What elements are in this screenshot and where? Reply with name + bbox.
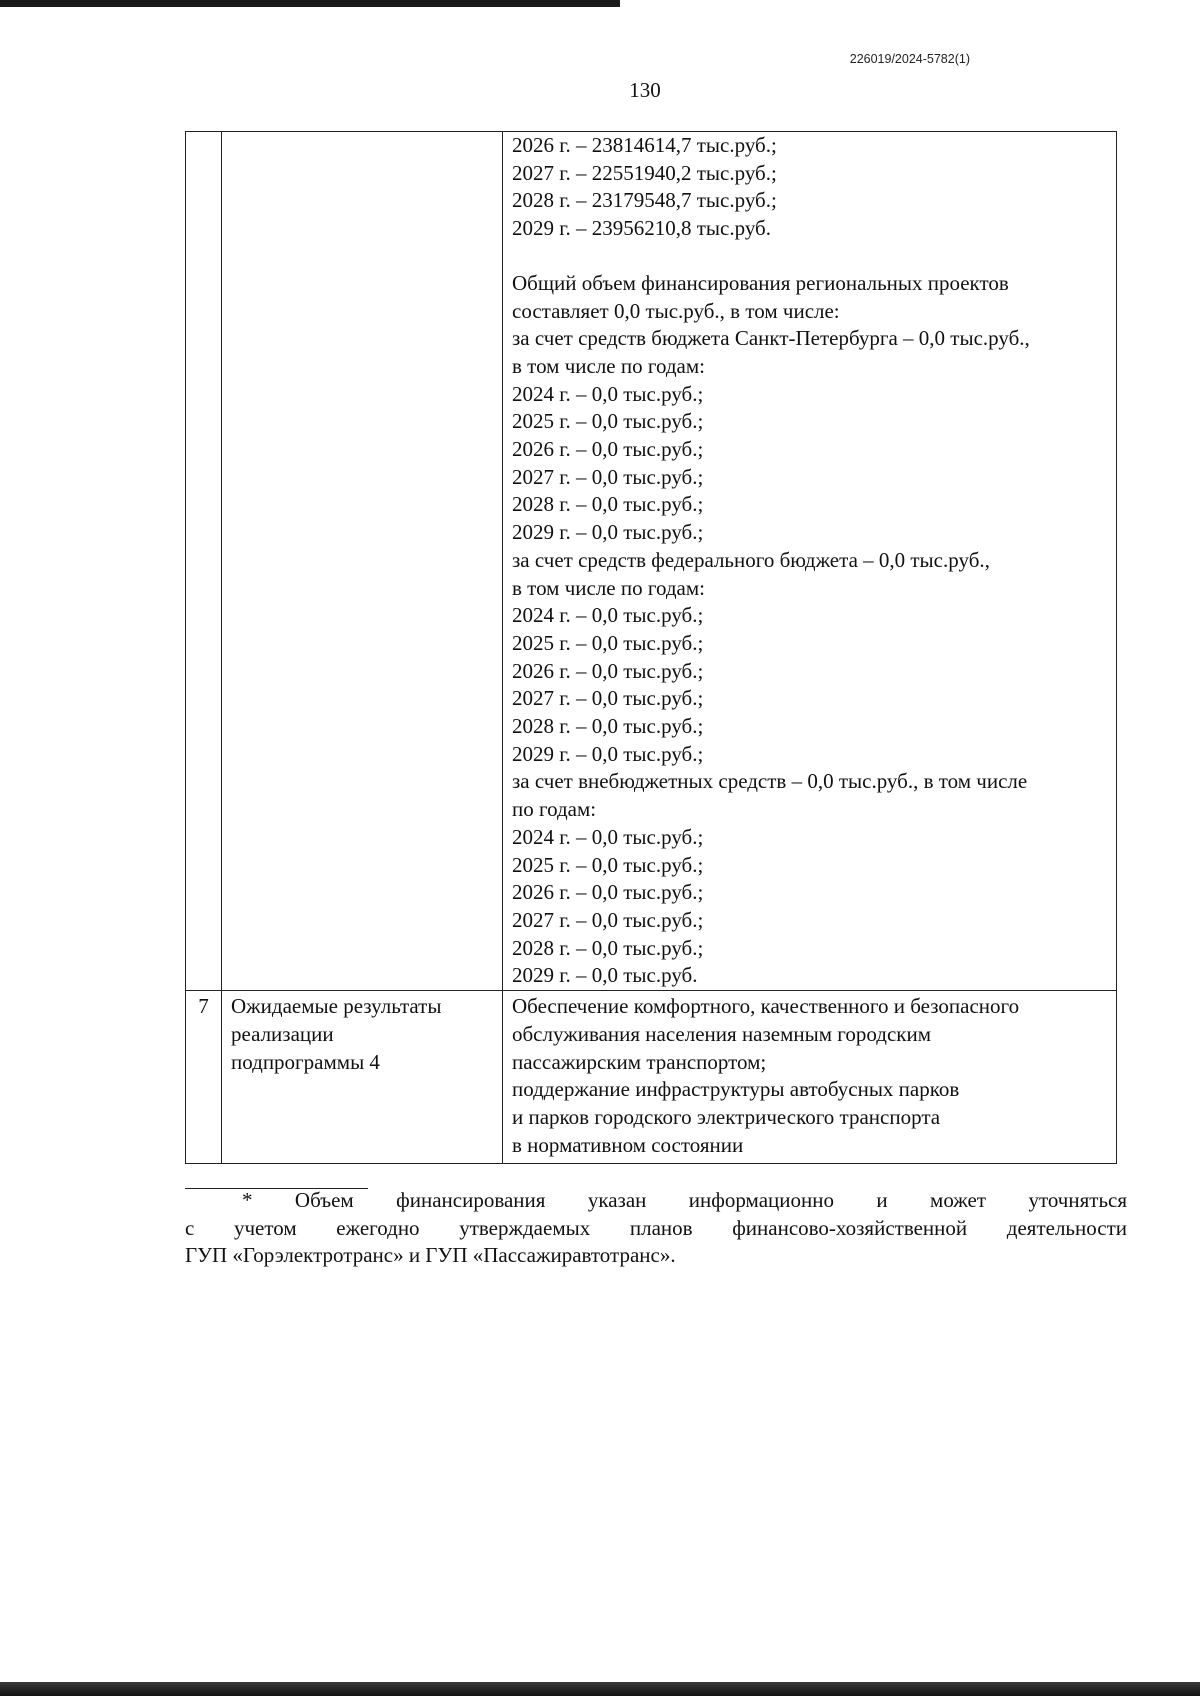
text-line: 2027 г. – 0,0 тыс.руб.;: [512, 907, 704, 932]
blank-line: [512, 243, 1112, 270]
row-number-cell: [186, 132, 222, 991]
text-line: 2029 г. – 23956210,8 тыс.руб.: [512, 216, 771, 241]
text-line: 2025 г. – 0,0 тыс.руб.;: [512, 630, 704, 655]
row-label-cell: [222, 132, 503, 991]
text-line: поддержание инфраструктуры автобусных парков: [512, 1077, 960, 1102]
document-registration-code: 226019/2024-5782(1): [849, 52, 970, 66]
text-line: по годам:: [512, 797, 597, 822]
text-line: 2025 г. – 0,0 тыс.руб.;: [512, 852, 704, 877]
text-line: Общий объем финансирования региональных проектов: [512, 270, 1009, 295]
scan-edge-top: [0, 0, 620, 7]
text-line: 2029 г. – 0,0 тыс.руб.;: [512, 741, 704, 766]
text-line: 2029 г. – 0,0 тыс.руб.;: [512, 520, 704, 545]
expected-results-lines: [512, 993, 1112, 1159]
expected-results-cell: [503, 991, 1117, 1164]
text-line: 2025 г. – 0,0 тыс.руб.;: [512, 409, 704, 434]
text-line: 2026 г. – 0,0 тыс.руб.;: [512, 658, 704, 683]
text-line: 2024 г. – 0,0 тыс.руб.;: [512, 603, 704, 628]
row-label-cell: [222, 991, 503, 1164]
text-line: 2026 г. – 23814614,7 тыс.руб.;: [512, 133, 777, 157]
text-line: за счет внебюджетных средств – 0,0 тыс.руб., в том числе: [512, 769, 1028, 794]
text-line: обслуживания населения наземным городским: [512, 1021, 932, 1046]
text-line: в том числе по годам:: [512, 353, 705, 378]
text-line: 2028 г. – 0,0 тыс.руб.;: [512, 714, 704, 739]
text-line: за счет средств федерального бюджета – 0,0 тыс.руб.,: [512, 547, 990, 572]
program-table: [185, 131, 1117, 1164]
text-line: Ожидаемые результаты: [231, 994, 442, 1019]
page-number: 130: [629, 78, 661, 102]
footnote: [185, 1181, 1127, 1270]
text-line: в нормативном состоянии: [512, 1132, 744, 1157]
text-line: Обеспечение комфортного, качественного и безопасного: [512, 994, 1020, 1019]
text-line: пассажирским транспортом;: [512, 1049, 767, 1074]
text-line: 2026 г. – 0,0 тыс.руб.;: [512, 437, 704, 462]
text-line: за счет средств бюджета Санкт-Петербурга – 0,0 тыс.руб.,: [512, 326, 1030, 351]
table-row: [186, 991, 1117, 1164]
text-line: 2028 г. – 0,0 тыс.руб.;: [512, 492, 704, 517]
text-line: и парков городского электрического транспорта: [512, 1104, 941, 1129]
scan-edge-bottom: [0, 1682, 1200, 1696]
financing-lines: [512, 132, 1112, 990]
text-line: 2027 г. – 22551940,2 тыс.руб.;: [512, 160, 777, 185]
text-line: 2028 г. – 0,0 тыс.руб.;: [512, 935, 704, 960]
text-line: 2024 г. – 0,0 тыс.руб.;: [512, 824, 704, 849]
text-line: реализации: [231, 1021, 334, 1046]
text-line: 2026 г. – 0,0 тыс.руб.;: [512, 880, 704, 905]
footnote-line: ГУП «Горэлектротранс» и ГУП «Пассажиравтотранс».: [185, 1243, 676, 1267]
text-line: подпрограммы 4: [231, 1049, 380, 1074]
footnote-line: * Объем финансирования указан информационно и может уточняться: [242, 1188, 1127, 1212]
text-line: 2027 г. – 0,0 тыс.руб.;: [512, 464, 704, 489]
expected-results-label: [231, 993, 502, 1076]
text-line: 2029 г. – 0,0 тыс.руб.: [512, 963, 698, 988]
footnote-line: с учетом ежегодно утверждаемых планов финансово-хозяйственной деятельности: [185, 1215, 1127, 1240]
text-line: 2024 г. – 0,0 тыс.руб.;: [512, 381, 704, 406]
text-line: в том числе по годам:: [512, 575, 705, 600]
financing-details-cell: [503, 132, 1117, 991]
text-line: 2028 г. – 23179548,7 тыс.руб.;: [512, 188, 777, 213]
row-number-cell: 7: [186, 991, 222, 1164]
table-row: [186, 132, 1117, 991]
text-line: 2027 г. – 0,0 тыс.руб.;: [512, 686, 704, 711]
text-line: составляет 0,0 тыс.руб., в том числе:: [512, 298, 840, 323]
